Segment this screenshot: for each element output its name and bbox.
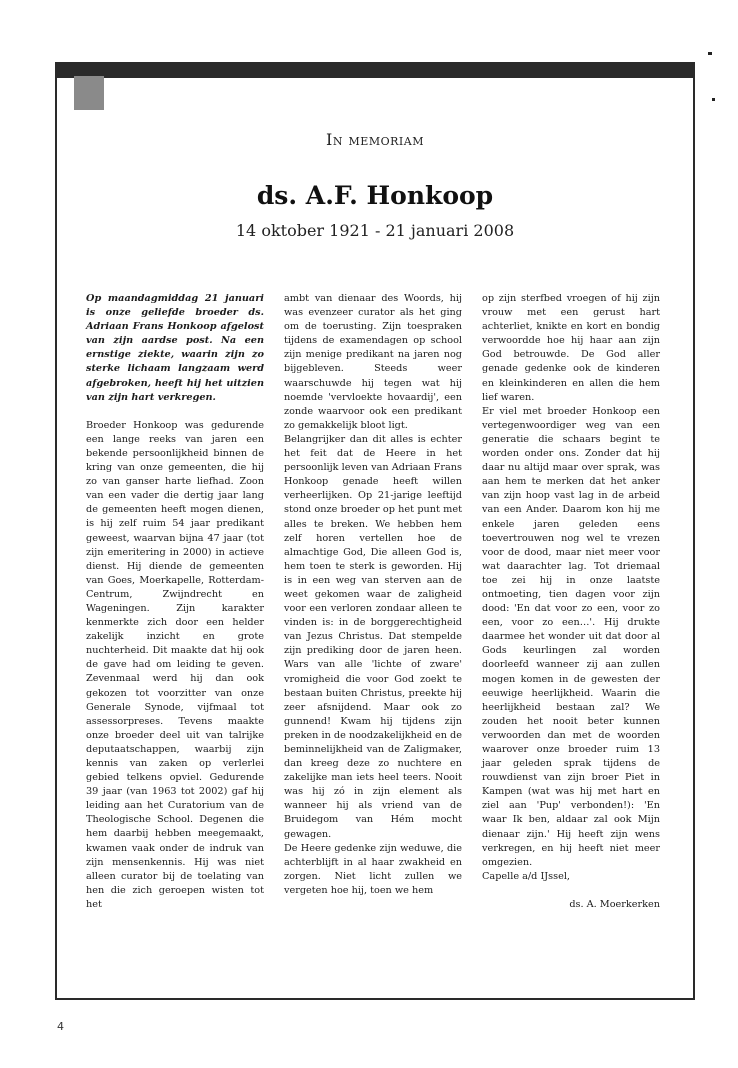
signature-author: ds. A. Moerkerken [569, 898, 660, 910]
corner-block [74, 76, 104, 110]
intro-paragraph: Op maandagmiddag 21 januari is onze geliefde broeder ds. Adriaan Frans Honkoop afgelost van zijn aardse post. Na een ernstige ziekte, waarin zijn zo sterke lichaam langzaam werd afgebroken, heeft hij het uitzien van zijn hart verkregen. [86, 293, 264, 403]
paragraph: op zijn sterfbed vroegen of hij zijn vrouw met een gerust hart achterliet, knikte en kort en bondig verwoordde hoe hij haar aan zijn God betrouwde. De God aller genade gedenke ook de kinderen en kleinkinderen en allen die hem lief waren. [482, 293, 660, 403]
article-title: ds. A.F. Honkoop [256, 181, 494, 210]
paragraph: Belangrijker dan dit alles is echter het feit dat de Heere in het persoonlijk leven van Adriaan Frans Honkoop genade heeft willen verheerlijken. Op 21-jarige leeftijd stond onze broeder op het punt met alles te breken. We hebben hem zelf horen vertellen hoe de almachtige God, Die alleen God is, hem toen te sterk is geworden. Hij is in een weg van sterven aan de weet gekomen waar de zaligheid voor een verloren zondaar alleen te vinden is: in de borggerechtigheid van Jezus Christus. Dat stempelde zijn prediking door de jaren heen. Wars van alle 'lichte of zware' vromigheid die voor God zoekt te bestaan buiten Christus, preekte hij zeer afsnijdend. Maar ook zo gunnend! Kwam hij tijdens zijn preken in de noodzakelijkheid en de beminnelijkheid van de Zaligmaker, dan kreeg deze zo nuchtere en zakelijke man iets heel teers. Nooit was hij zó in zijn element als wanneer hij als vriend van de Bruidegom van Hém mocht gewagen. [284, 433, 462, 840]
column-1 [86, 292, 264, 912]
paragraph: Er viel met broeder Honkoop een vertegenwoordiger weg van een generatie die schaars begint te worden onder ons. Zonder dat hij daar nu altijd maar over sprak, was aan hem te merken dat het anker van zijn hoop vast lag in de arbeid van een Ander. Daarom kon hij me enkele jaren geleden eens toevertrouwen nog wel te vrezen voor de dood, maar niet meer voor wat daarachter lag. Tot driemaal toe zei hij in onze laatste ontmoeting, tien dagen voor zijn dood: 'En dat voor zo een, voor zo een, voor zo een…'. Hij drukte daarmee het wonder uit dat door al Gods keurlingen zal worden doorleefd wanneer zij aan zullen mogen komen in de gewesten der eeuwige heerlijkheid. Waarin die heerlijkheid bestaan zal? We zouden het nooit beter kunnen verwoorden dan met de woorden waarover onze broeder ruim 13 jaar geleden sprak tijdens de rouwdienst van zijn broer Piet in Kampen (wat was hij met hart en ziel aan 'Pup' verbonden!): 'En waar Ik ben, aldaar zal ook Mijn dienaar zijn.' Hij heeft zijn wens verkregen, en hij heeft niet meer omgezien. [482, 405, 660, 868]
paragraph: ambt van dienaar des Woords, hij was evenzeer curator als het ging om de toerusting. Zijn toespraken tijdens de examendagen op school zijn menige predikant na jaren nog bijgebleven. Steeds weer waarschuwde hij tegen wat hij noemde 'vervloekte hovaardij', een zonde waarvoor ook een predikant zo gemakkelijk bloot ligt. [284, 293, 462, 431]
paragraph: De Heere gedenke zijn weduwe, die achterblijft in al haar zwakheid en zorgen. Niet licht zullen we vergeten hoe hij, toen we hem [284, 842, 462, 896]
article-frame [55, 62, 695, 1000]
page-number: 4 [57, 1020, 64, 1033]
signature-place: Capelle a/d IJssel, [482, 870, 571, 882]
section-heading: In memoriam [326, 130, 424, 149]
life-dates: 14 oktober 1921 - 21 januari 2008 [235, 221, 515, 240]
scan-mark-top [708, 52, 712, 55]
column-2 [284, 292, 462, 898]
paragraph: Broeder Honkoop was gedurende een lange reeks van jaren een bekende persoonlijkheid binnen de kring van onze gemeenten, die hij zo van ganser harte liefhad. Zoon van een vader die dertig jaar lang de gemeenten heeft mogen dienen, is hij zelf ruim 54 jaar predikant geweest, waarvan bijna 47 jaar (tot zijn emeritering in 2000) in actieve dienst. Hij diende de gemeenten van Goes, Moerkapelle, Rotterdam-Centrum, Zwijndrecht en Wageningen. Zijn karakter kenmerkte zich door een helder zakelijk inzicht en grote nuchterheid. Dit maakte dat hij ook de gave had om leiding te geven. Zevenmaal werd hij dan ook gekozen tot voorzitter van onze Generale Synode, vijfmaal tot assessorpreses. Tevens maakte onze broeder deel uit van talrijke deputaatschappen, waarbij zijn kennis van zaken op verlerlei gebied telkens opviel. Gedurende 39 jaar (van 1963 tot 2002) gaf hij leiding aan het Curatorium van de Theologische School. Degenen die hem daarbij hebben meegemaakt, kwamen vaak onder de indruk van zijn mensenkennis. Hij was niet alleen curator bij de toelating van hen die zich geroepen wisten tot het [86, 419, 264, 910]
scan-mark-side [712, 98, 715, 101]
column-3 [482, 292, 660, 926]
